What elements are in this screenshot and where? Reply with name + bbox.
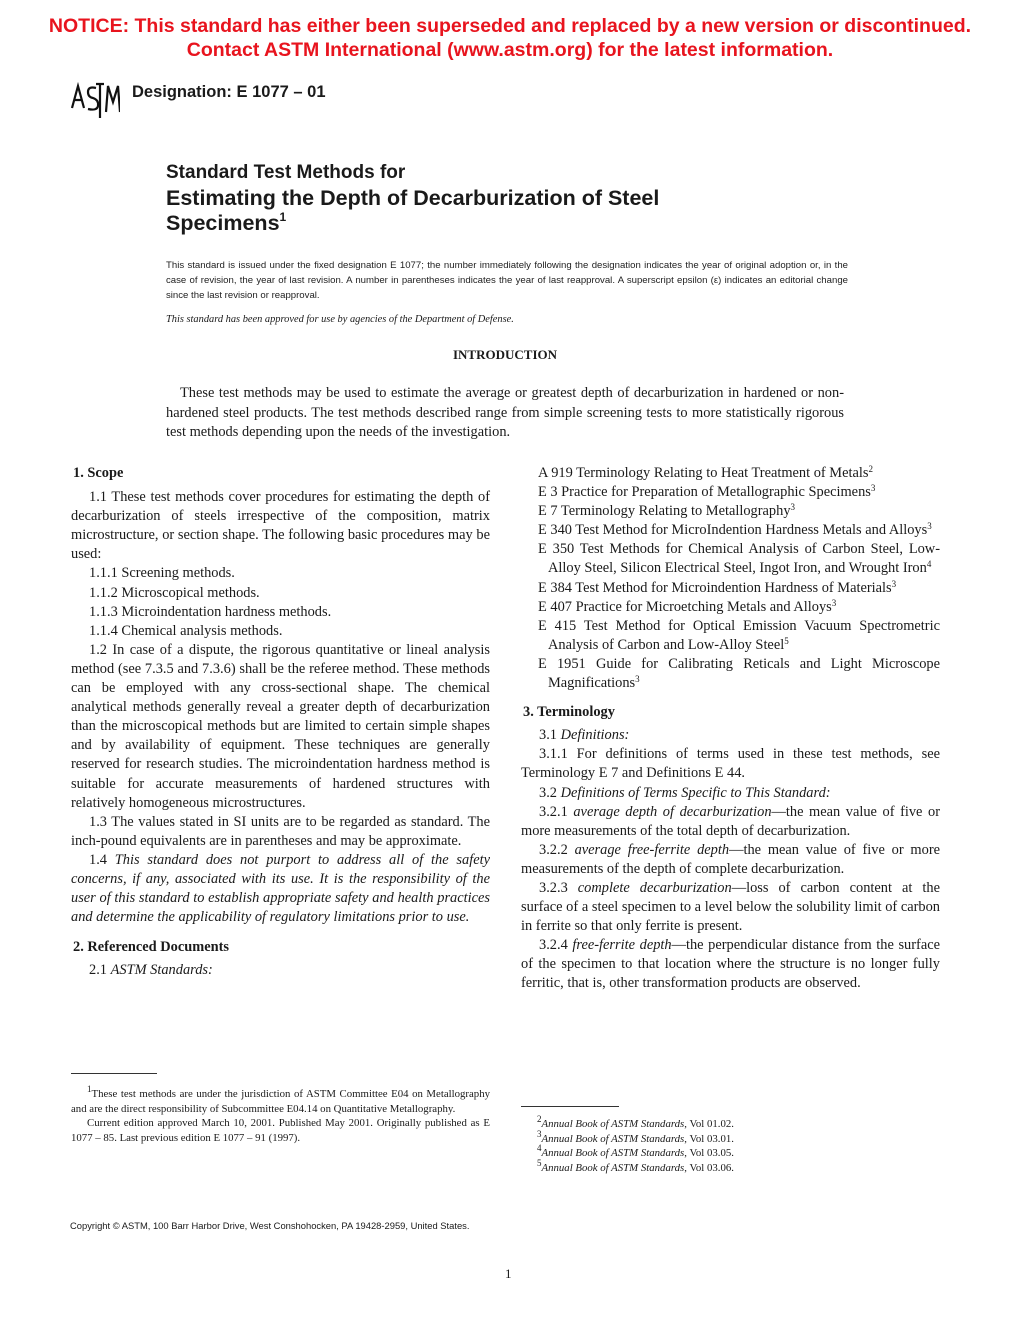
astm-logo-icon — [68, 78, 120, 124]
footnote-5: $^5$Annual Book of ASTM Standards, Vol 03.06. — [537, 1157, 734, 1174]
designation: Designation: E 1077 – 01 — [132, 83, 326, 101]
section-1-2: 1.2 In case of a dispute, the rigorous quantitative or lineal analysis method (see 7.3.5 and 7.3.6) shall be the referee method. These methods can be employed with any cross-sectional shape. The chemical analytical methods generally reveal a greater depth of decarburization than the microscopical methods but are limited to certain simple shapes and by availability of equipment. These techniques are generally reserved for research studies. The microindentation hardness method is suitable for accurate measurements of hardened structures with relatively homogeneous microstructures. — [71, 641, 490, 811]
right-column — [521, 464, 940, 994]
introduction-heading: INTRODUCTION — [452, 347, 557, 362]
list-item: 1.1.3 Microindentation hardness methods. — [89, 603, 332, 620]
definition: 3.2.1 average depth of decarburization—the mean value of five or more measurements of the total depth of decarburization. — [521, 803, 940, 839]
introduction-text: These test methods may be used to estimate the average or greatest depth of decarburization in hardened or non-hardened steel products. The test methods described range from simple screening tests to more statistically rigorous test methods depending upon the needs of the investigation. — [166, 385, 844, 441]
reference-item: E 340 Test Method for MicroIndention Hardness Metals and Alloys$^3$ — [538, 521, 932, 539]
section-1-4: 1.4 This standard does not purport to address all of the safety concerns, if any, associated with its use. It is the responsibility of the user of this standard to establish appropriate safety and health practices and determine the applicability of regulatory limitations prior to use. — [71, 851, 490, 926]
footnote-1-edition: Current edition approved March 10, 2001. Published May 2001. Originally published as E 1077 – 85. Last previous edition E 1077 – 91 (1997). — [71, 1117, 490, 1144]
list-item: 1.1.2 Microscopical methods. — [89, 584, 260, 601]
copyright: Copyright © ASTM, 100 Barr Harbor Drive, West Conshohocken, PA 19428-2959, United States. — [70, 1220, 470, 1231]
referenced-documents-heading: 2. Referenced Documents — [73, 939, 229, 956]
title-line-3: Specimens$^1$ — [166, 210, 287, 235]
reference-item: A 919 Terminology Relating to Heat Treatment of Metals$^2$ — [538, 464, 873, 481]
title-line-2: Estimating the Depth of Decarburization of Steel — [166, 186, 660, 210]
footnote-2: $^2$Annual Book of ASTM Standards, Vol 01.02. — [537, 1114, 734, 1130]
title-line-1: Standard Test Methods for — [166, 162, 406, 183]
standard-note: This standard is issued under the fixed designation E 1077; the number immediately following the designation indicates the year of original adoption or, in the case of revision, the year of last revision. A number in parentheses indicates the year of last reapproval. A superscript epsilon (ε) indicates an editorial change since the last revision or reapproval. — [166, 260, 848, 301]
footnote-1: $^1$These test methods are under the jurisdiction of ASTM Committee E04 on Metallography and are the direct responsibility of Subcommittee E04.14 on Quantitative Metallography. — [71, 1084, 490, 1115]
notice-line-1: NOTICE: This standard has either been superseded and replaced by a new version or discontinued. — [48, 15, 972, 37]
reference-item: E 407 Practice for Microetching Metals and Alloys$^3$ — [538, 597, 837, 615]
section-3-1-1: 3.1.1 For definitions of terms used in these test methods, see Terminology E 7 and Definitions E 44. — [521, 746, 940, 782]
definition: 3.2.3 complete decarburization—loss of carbon content at the surface of a steel specimen to a level below the solubility limit of carbon in ferrite so that only ferrite is present. — [521, 879, 940, 935]
notice-line-2: Contact ASTM International (www.astm.org) for the latest information. — [186, 39, 834, 61]
reference-item: E 384 Test Method for Microindention Hardness of Materials$^3$ — [538, 578, 897, 596]
section-3-1: 3.1 Definitions: — [539, 727, 630, 744]
reference-item: E 350 Test Methods for Chemical Analysis of Carbon Steel, Low-Alloy Steel, Silicon Electrical Steel, Ingot Iron, and Wrought Iron$^4$ — [538, 541, 940, 577]
reference-item: E 7 Terminology Relating to Metallography$^3$ — [538, 502, 796, 520]
scope-heading: 1. Scope — [73, 465, 124, 481]
list-item: 1.1.4 Chemical analysis methods. — [89, 622, 283, 639]
definition: 3.2.4 free-ferrite depth—the perpendicular distance from the surface of the specimen to that location where the structure is no longer fully ferritic, that is, other transformation products are observed. — [521, 937, 940, 992]
reference-item: E 415 Test Method for Optical Emission Vacuum Spectrometric Analysis of Carbon and Low-Alloy Steel$^5$ — [538, 617, 940, 653]
terminology-heading: 3. Terminology — [523, 704, 615, 721]
footnotes-left — [71, 1084, 490, 1145]
section-3-2: 3.2 Definitions of Terms Specific to This Standard: — [539, 784, 831, 801]
section-1-1: 1.1 These test methods cover procedures for estimating the depth of decarburization of steels irrespective of the composition, matrix microstructure, or section shape. The following basic procedures may be used: — [71, 489, 490, 563]
definition: 3.2.2 average free-ferrite depth—the mean value of five or more measurements of the depth of complete decarburization. — [521, 841, 940, 877]
left-column — [71, 464, 490, 980]
section-2-1: 2.1 ASTM Standards: — [89, 962, 213, 979]
reference-item: E 1951 Guide for Calibrating Reticals and Light Microscope Magnifications$^3$ — [538, 655, 940, 692]
footnote-divider — [71, 1073, 157, 1074]
footnote-divider — [521, 1106, 619, 1107]
list-item: 1.1.1 Screening methods. — [89, 565, 235, 582]
footnotes-right — [537, 1114, 937, 1175]
footnote-4: $^4$Annual Book of ASTM Standards, Vol 03.05. — [537, 1143, 734, 1159]
dod-note: This standard has been approved for use by agencies of the Department of Defense. — [166, 314, 514, 325]
reference-item: E 3 Practice for Preparation of Metallographic Specimens$^3$ — [538, 483, 876, 501]
section-1-3: 1.3 The values stated in SI units are to be regarded as standard. The inch-pound equivalents are in parentheses and may be approximate. — [71, 813, 490, 849]
page-number: 1 — [505, 1266, 512, 1281]
footnote-3: $^3$Annual Book of ASTM Standards, Vol 03.01. — [537, 1128, 734, 1145]
